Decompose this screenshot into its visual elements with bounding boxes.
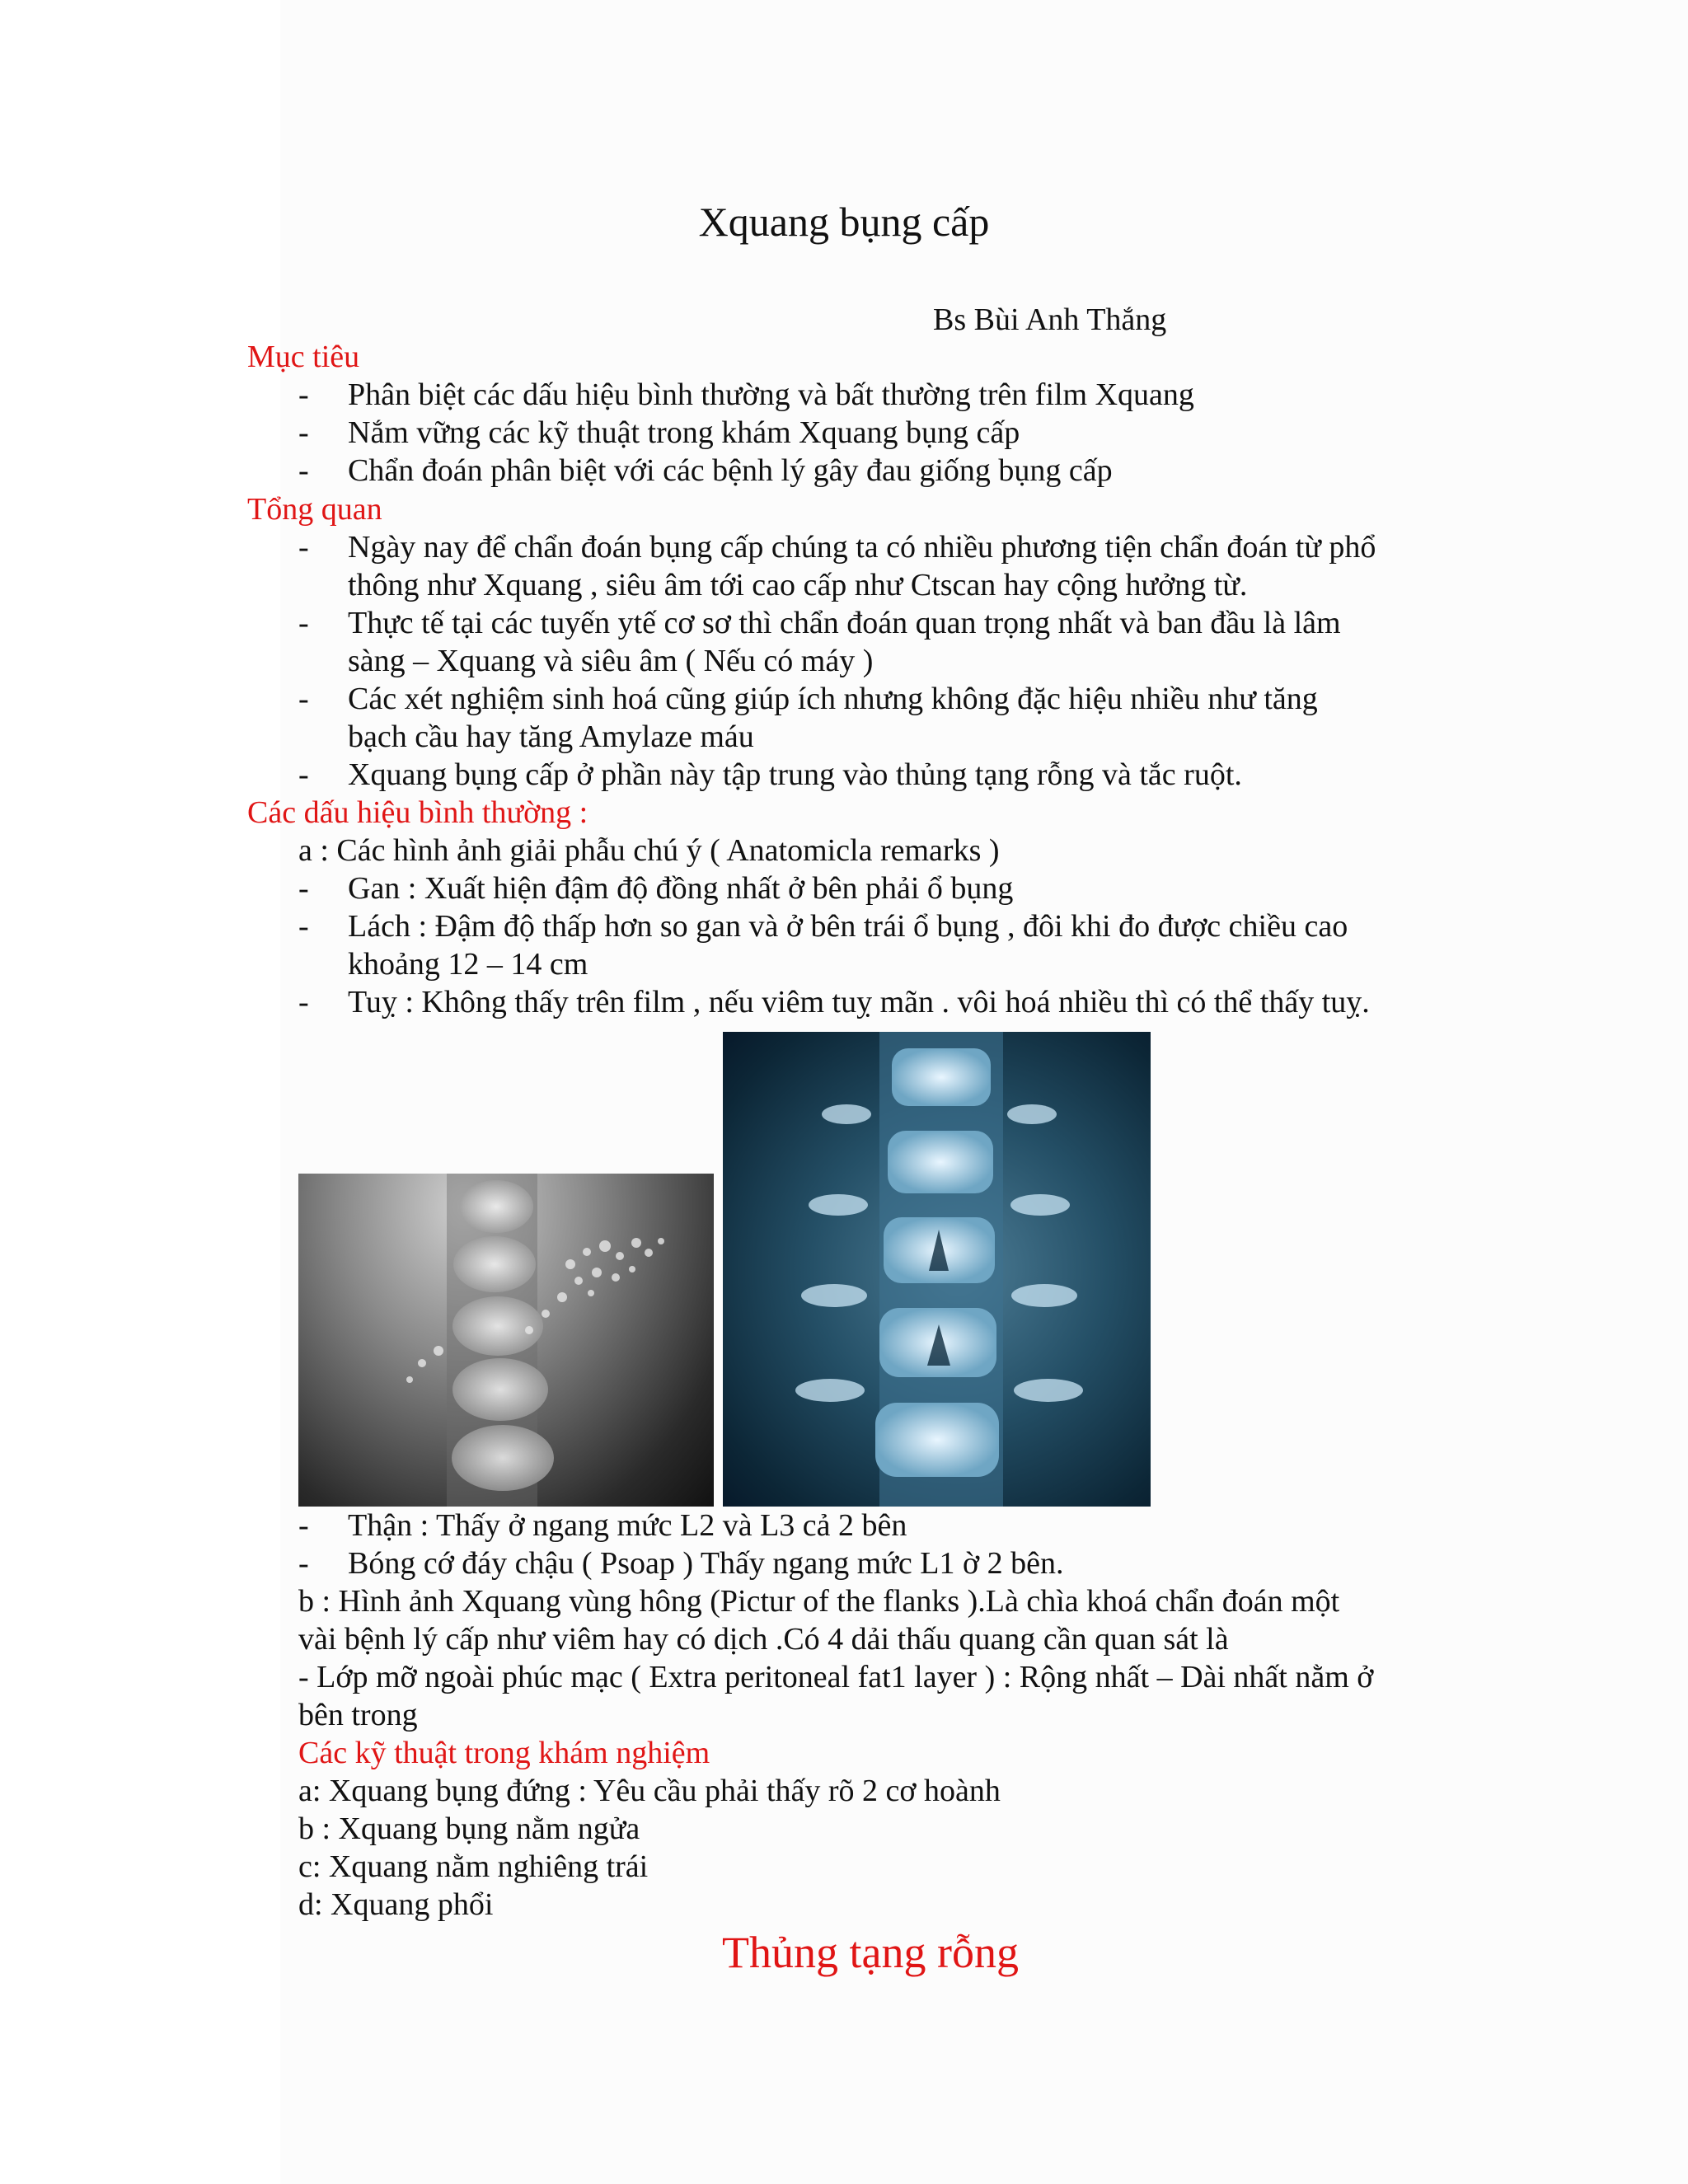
bullet-dash: - xyxy=(298,682,309,716)
xray-image-pancreas-calcification xyxy=(298,1174,714,1507)
fat-layer-line-continuation: bên trong xyxy=(298,1698,418,1732)
bullet-dash: - xyxy=(298,871,309,906)
subheading-flanks: b : Hình ảnh Xquang vùng hông (Pictur of the flanks ).Là chìa khoá chẩn đoán một xyxy=(298,1584,1340,1619)
list-item-text: Tuỵ : Không thấy trên film , nếu viêm tuỵ mãn . vôi hoá nhiều thì có thể thấy tuỵ. xyxy=(348,985,1370,1019)
bullet-dash: - xyxy=(298,530,309,565)
list-item-text: sàng – Xquang và siêu âm ( Nếu có máy ) xyxy=(348,644,874,678)
bullet-dash: - xyxy=(298,757,309,792)
xray-image-lumbar-spine xyxy=(723,1032,1151,1507)
bullet-dash: - xyxy=(298,1508,309,1543)
fat-layer-line: - Lớp mỡ ngoài phúc mạc ( Extra peritoneal fat1 layer ) : Rộng nhất – Dài nhất nằm ở xyxy=(298,1660,1374,1694)
list-item-text: Chẩn đoán phân biệt với các bệnh lý gây đau giống bụng cấp xyxy=(348,453,1113,488)
list-item-text: Lách : Đậm độ thấp hơn so gan và ở bên trái ổ bụng , đôi khi đo được chiều cao xyxy=(348,909,1348,944)
subheading-flanks-continuation: vài bệnh lý cấp như viêm hay có dịch .Có 4 dải thấu quang cần quan sát là xyxy=(298,1622,1229,1657)
list-item-text: khoảng 12 – 14 cm xyxy=(348,947,588,982)
section-heading-muc-tieu: Mục tiêu xyxy=(247,340,360,374)
list-item-text: Thực tế tại các tuyến ytế cơ sơ thì chẩn đoán quan trọng nhất và ban đầu là lâm xyxy=(348,606,1341,640)
bullet-dash: - xyxy=(298,606,309,640)
bullet-dash: - xyxy=(298,1546,309,1581)
section-heading-thung-tang-rong: Thủng tạng rỗng xyxy=(722,1928,1019,1977)
bullet-dash: - xyxy=(298,985,309,1019)
list-item-text: Các xét nghiệm sinh hoá cũng giúp ích nhưng không đặc hiệu nhiều như tăng xyxy=(348,682,1318,716)
list-item-text: Phân biệt các dấu hiệu bình thường và bất thường trên film Xquang xyxy=(348,377,1194,412)
subheading-anatomy: a : Các hình ảnh giải phẫu chú ý ( Anatomicla remarks ) xyxy=(298,833,1000,868)
list-item-text: bạch cầu hay tăng Amylaze máu xyxy=(348,719,754,754)
bullet-dash: - xyxy=(298,453,309,488)
bullet-dash: - xyxy=(298,415,309,450)
list-item-text: Thận : Thấy ở ngang mức L2 và L3 cả 2 bên xyxy=(348,1508,907,1543)
author-line: Bs Bùi Anh Thắng xyxy=(933,302,1167,337)
technique-item: b : Xquang bụng nằm ngửa xyxy=(298,1811,640,1846)
list-item-text: Ngày nay để chẩn đoán bụng cấp chúng ta có nhiều phương tiện chẩn đoán từ phổ xyxy=(348,530,1376,565)
section-heading-binh-thuong: Các dấu hiệu bình thường : xyxy=(247,795,588,830)
technique-item: d: Xquang phổi xyxy=(298,1887,494,1922)
list-item-text: Nắm vững các kỹ thuật trong khám Xquang bụng cấp xyxy=(348,415,1020,450)
document-title: Xquang bụng cấp xyxy=(698,199,990,245)
section-heading-tong-quan: Tổng quan xyxy=(247,492,382,527)
list-item-text: Gan : Xuất hiện đậm độ đồng nhất ở bên phải ổ bụng xyxy=(348,871,1014,906)
bullet-dash: - xyxy=(298,909,309,944)
technique-item: c: Xquang nằm nghiêng trái xyxy=(298,1849,649,1884)
technique-item: a: Xquang bụng đứng : Yêu cầu phải thấy rõ 2 cơ hoành xyxy=(298,1774,1001,1808)
list-item-text: thông như Xquang , siêu âm tới cao cấp như Ctscan hay cộng hưởng từ. xyxy=(348,568,1248,602)
section-heading-ky-thuat: Các kỹ thuật trong khám nghiệm xyxy=(298,1736,710,1770)
bullet-dash: - xyxy=(298,377,309,412)
list-item-text: Bóng cớ đáy chậu ( Psoap ) Thấy ngang mức L1 ờ 2 bên. xyxy=(348,1546,1064,1581)
list-item-text: Xquang bụng cấp ở phần này tập trung vào thủng tạng rỗng và tắc ruột. xyxy=(348,757,1242,792)
